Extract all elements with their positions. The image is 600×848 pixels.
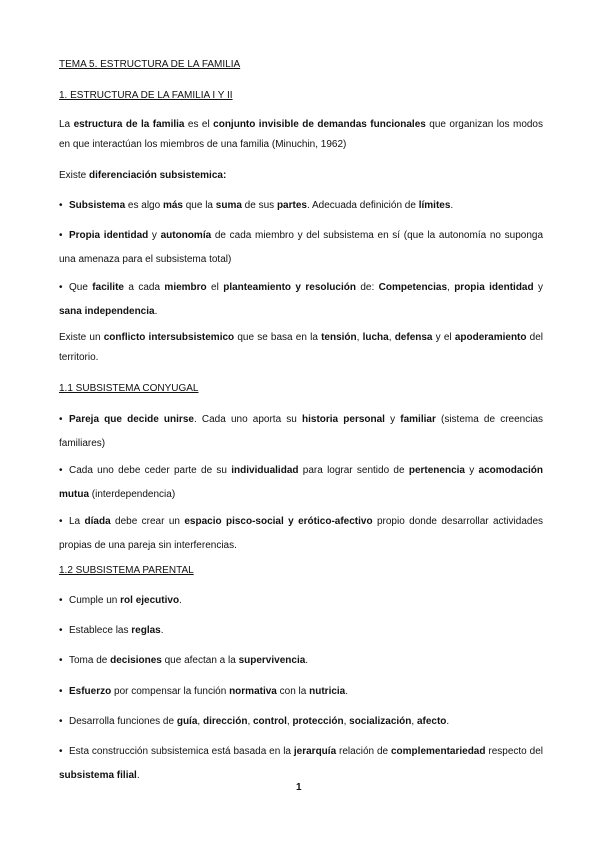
section-1-1-heading: 1.1 SUBSISTEMA CONYUGAL: [59, 383, 199, 394]
document-title: TEMA 5. ESTRUCTURA DE LA FAMILIA: [59, 59, 241, 70]
list-item: • Toma de decisiones que afectan a la supervivencia.: [59, 649, 543, 673]
list-item: • Cada uno debe ceder parte de su individualidad para lograr sentido de pertenencia y acomodación mutua (interdependencia): [59, 459, 543, 507]
bullet-icon: •: [59, 200, 63, 211]
list-item: • Establece las reglas.: [59, 619, 543, 643]
list-item: • Cumple un rol ejecutivo.: [59, 589, 543, 613]
bullet-icon: •: [59, 686, 63, 697]
bullet-icon: •: [59, 230, 63, 241]
bullet-icon: •: [59, 516, 63, 527]
paragraph-definition: La estructura de la familia es el conjunto invisible de demandas funcionales que organizan los modos en que interactúan los miembros de una familia (Minuchin, 1962): [59, 119, 543, 150]
bullet-icon: •: [59, 746, 63, 757]
list-item: • Subsistema es algo más que la suma de sus partes. Adecuada definición de límites.: [59, 194, 543, 218]
list-item: • Propia identidad y autonomía de cada miembro y del subsistema en sí (que la autonomía no suponga una amenaza para el subsistema total): [59, 224, 543, 272]
list-item: • Que facilite a cada miembro el planteamiento y resolución de: Competencias, propia identidad y sana independencia.: [59, 276, 543, 324]
list-item: • Desarrolla funciones de guía, dirección, control, protección, socialización, afecto.: [59, 710, 543, 734]
bullet-icon: •: [59, 465, 63, 476]
bullet-icon: •: [59, 655, 63, 666]
list-item: • La díada debe crear un espacio pisco-social y erótico-afectivo propio donde desarrollar actividades propias de una pareja sin interferencias.: [59, 510, 543, 558]
paragraph-conflict: Existe un conflicto intersubsistemico que se basa en la tensión, lucha, defensa y el apoderamiento del territorio.: [59, 332, 544, 363]
list-item: • Esfuerzo por compensar la función normativa con la nutricia.: [59, 680, 543, 704]
paragraph-differentiation: Existe diferenciación subsistemica:: [59, 170, 227, 181]
section-1-heading: 1. ESTRUCTURA DE LA FAMILIA I Y II: [59, 90, 233, 101]
bullet-icon: •: [59, 625, 63, 636]
list-item: • Pareja que decide unirse. Cada uno aporta su historia personal y familiar (sistema de creencias familiares): [59, 408, 543, 456]
bullet-icon: •: [59, 414, 63, 425]
page-number: 1: [296, 782, 302, 793]
list-item: • Esta construcción subsistemica está basada en la jerarquía relación de complementariedad respecto del subsistema filial.: [59, 740, 543, 788]
bullet-icon: •: [59, 282, 63, 293]
bullet-icon: •: [59, 716, 63, 727]
bullet-icon: •: [59, 595, 63, 606]
section-1-2-heading: 1.2 SUBSISTEMA PARENTAL: [59, 565, 194, 576]
